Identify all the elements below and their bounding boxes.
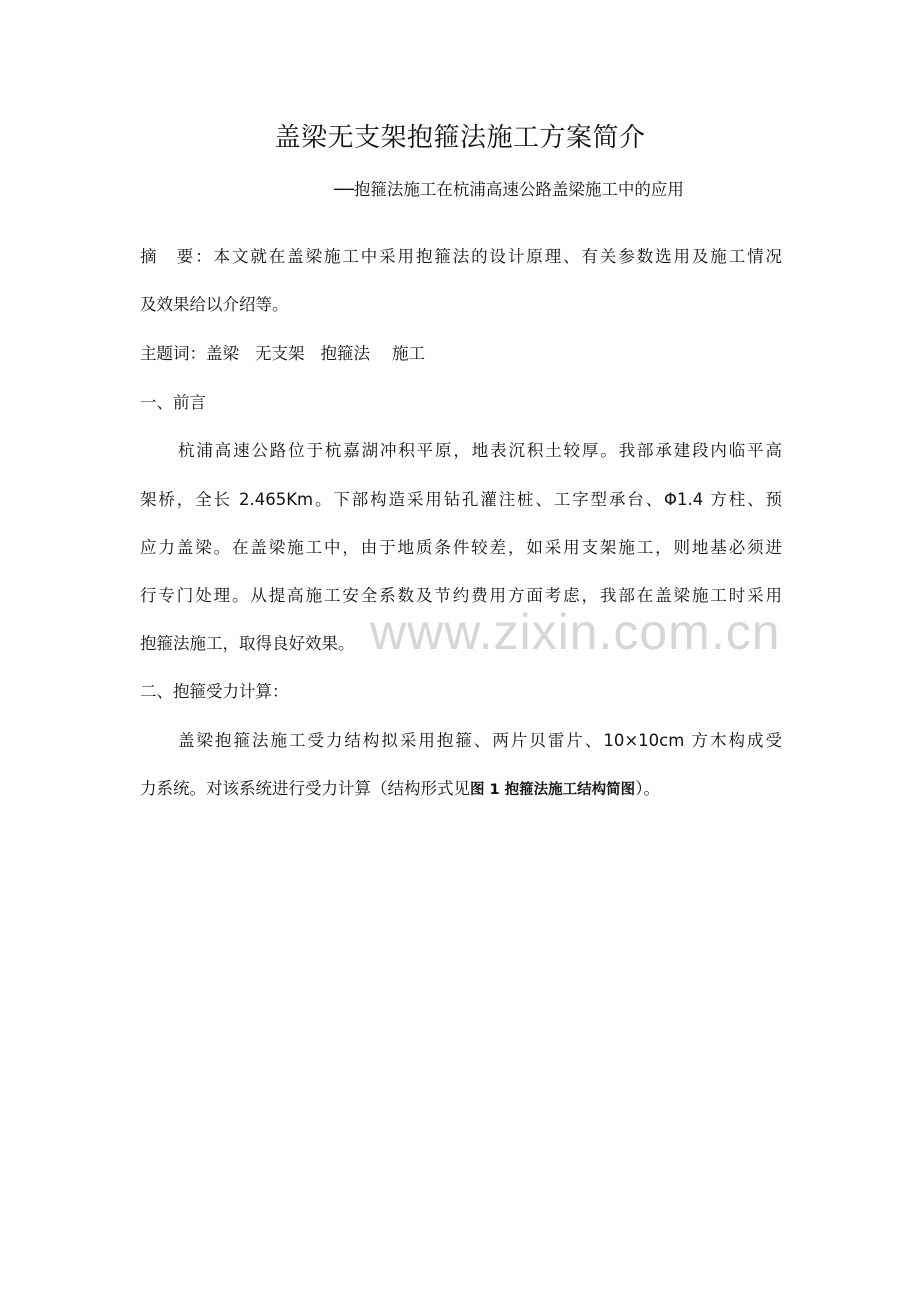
keyword: 抱箍法 (320, 344, 370, 363)
paragraph-line: 抱箍法施工，取得良好效果。 (140, 634, 355, 653)
keywords-line (140, 342, 425, 366)
figure-reference: 图 1 抱箍法施工结构简图 (470, 782, 636, 798)
keywords-label: 主题词： (140, 344, 206, 363)
paragraph-text: ）。 (635, 779, 660, 798)
abstract-line-2: 及效果给以介绍等。 (140, 295, 289, 314)
paragraph-text: 力系统。对该系统进行受力计算（结构形式见 (140, 779, 470, 798)
paragraph-line: 架桥，全长 2.465Km。下部构造采用钻孔灌注桩、工字型承台、Φ1.4 方柱、预 (140, 490, 782, 509)
section-heading: 一、前言 (140, 393, 206, 412)
paragraph-line: 盖梁抱箍法施工受力结构拟采用抱箍、两片贝雷片、10×10cm 方木构成受 (178, 731, 782, 750)
keyword: 施工 (392, 344, 425, 363)
keyword: 盖梁 (206, 344, 239, 363)
document-subtitle: ──抱箍法施工在杭浦高速公路盖梁施工中的应用 (334, 180, 684, 199)
abstract-line-1: 摘 要：本文就在盖梁施工中采用抱箍法的设计原理、有关参数选用及施工情况 (140, 247, 782, 266)
section-heading: 二、抱箍受力计算： (140, 682, 289, 701)
paragraph-line: 行专门处理。从提高施工安全系数及节约费用方面考虑，我部在盖梁施工时采用 (140, 586, 782, 605)
paragraph-line: 杭浦高速公路位于杭嘉湖冲积平原，地表沉积土较厚。我部承建段内临平高 (178, 441, 782, 460)
paragraph-line (140, 777, 660, 802)
watermark: www.zixin.com.cn (370, 604, 781, 660)
paragraph-line: 应力盖梁。在盖梁施工中，由于地质条件较差，如采用支架施工，则地基必须进 (140, 538, 782, 557)
document-title: 盖梁无支架抱箍法施工方案简介 (274, 123, 646, 153)
keyword: 无支架 (255, 344, 305, 363)
